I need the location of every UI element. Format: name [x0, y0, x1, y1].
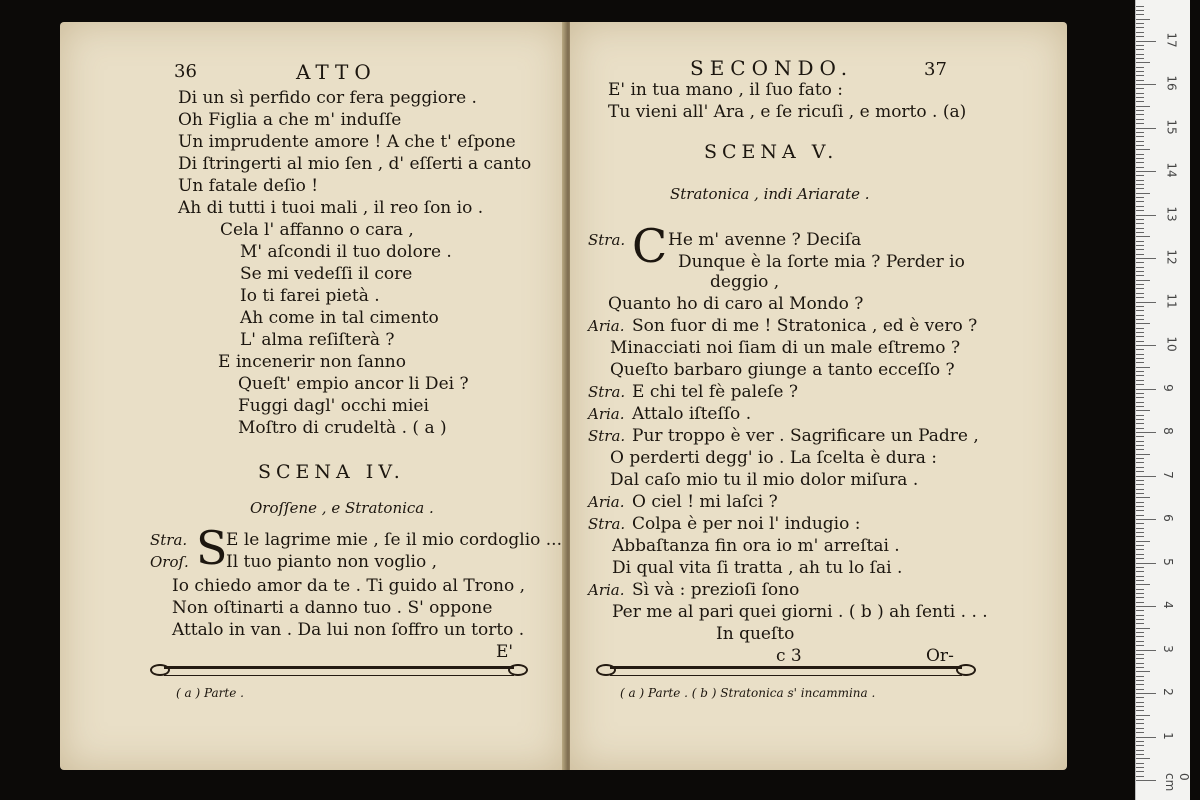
speaker: Oroſ.	[150, 553, 189, 571]
ruler-tick	[1136, 423, 1144, 424]
signature-mark: c 3	[776, 646, 802, 666]
ruler-tick	[1136, 750, 1144, 751]
ruler-tick	[1136, 641, 1144, 642]
aria-line: Fuggi dagl' occhi miei	[238, 396, 429, 416]
ruler-tick	[1136, 628, 1150, 629]
speaker: Stra.	[588, 383, 626, 401]
ruler-tick	[1136, 697, 1144, 698]
dialogue-line	[588, 580, 799, 600]
ruler-tick	[1136, 576, 1144, 577]
ruler-tick	[1136, 310, 1144, 311]
text-line: Un fatale deſio !	[178, 176, 319, 196]
ruler-tick	[1136, 201, 1144, 202]
ruler-tick	[1136, 254, 1144, 255]
ruler-tick	[1136, 689, 1144, 690]
ruler-tick	[1136, 180, 1144, 181]
ruler-tick	[1136, 210, 1144, 211]
ruler-tick	[1136, 528, 1144, 529]
ruler-tick	[1136, 406, 1144, 407]
ruler-tick	[1136, 493, 1144, 494]
ruler-number: 12	[1164, 249, 1179, 265]
ruler-tick	[1136, 715, 1150, 716]
ruler-tick	[1136, 667, 1144, 668]
ruler-tick	[1136, 249, 1144, 250]
ruler-tick	[1136, 706, 1144, 707]
ruler-tick	[1136, 236, 1150, 237]
ruler-tick	[1136, 449, 1144, 450]
ruler-tick	[1136, 323, 1150, 324]
speech: Attalo iſteſſo .	[632, 404, 752, 424]
ruler-tick	[1136, 315, 1144, 316]
ruler-tick	[1136, 145, 1144, 146]
ruler-tick	[1136, 262, 1144, 263]
ornamental-rule	[610, 666, 962, 676]
ruler-tick	[1136, 36, 1144, 37]
running-head: ATTO	[296, 60, 377, 84]
ruler-tick	[1136, 158, 1144, 159]
speaker: Aria.	[588, 581, 625, 599]
ruler-tick	[1136, 563, 1156, 564]
ruler-tick	[1136, 732, 1144, 733]
ruler-tick	[1136, 306, 1144, 307]
ruler-tick	[1136, 206, 1144, 207]
ruler-tick	[1136, 410, 1150, 411]
ruler-number: 15	[1164, 118, 1179, 135]
ruler-tick	[1136, 636, 1144, 637]
ruler-tick	[1136, 480, 1144, 481]
ruler-tick	[1136, 432, 1156, 433]
ruler-tick	[1136, 384, 1144, 385]
ruler-tick	[1136, 67, 1144, 68]
page-number: 36	[174, 61, 197, 82]
ruler-tick	[1136, 593, 1144, 594]
ruler-tick	[1136, 297, 1144, 298]
ruler-tick	[1136, 506, 1144, 507]
text-line: Un imprudente amore ! A che t' eſpone	[178, 132, 516, 152]
scene-persons: Stratonica , indi Ariarate .	[670, 185, 870, 203]
ruler-tick	[1136, 597, 1144, 598]
ruler-tick	[1136, 445, 1144, 446]
ruler-tick	[1136, 162, 1144, 163]
dialogue-line	[588, 426, 979, 446]
speaker: Aria.	[588, 493, 625, 511]
ruler-tick	[1136, 149, 1150, 150]
ruler-tick	[1136, 93, 1144, 94]
ruler-tick	[1136, 241, 1144, 242]
ruler-tick	[1136, 358, 1144, 359]
ruler-tick	[1136, 293, 1144, 294]
ruler-tick	[1136, 193, 1150, 194]
ruler-tick	[1136, 754, 1144, 755]
dialogue-line: Io chiedo amor da te . Ti guido al Trono ,	[172, 576, 526, 596]
ruler-tick	[1136, 132, 1144, 133]
ruler-tick	[1136, 745, 1144, 746]
ruler-tick	[1136, 545, 1144, 546]
ruler-tick	[1136, 684, 1144, 685]
ruler-tick	[1136, 441, 1144, 442]
ruler-tick	[1136, 128, 1156, 129]
ruler-tick	[1136, 362, 1144, 363]
ruler-tick	[1136, 280, 1150, 281]
ruler-tick	[1136, 397, 1144, 398]
ruler-number: 3	[1160, 644, 1175, 653]
page-number: 37	[924, 59, 947, 80]
dialogue-line: O perderti degg' io . La ſcelta è dura :	[610, 448, 938, 468]
ruler-tick	[1136, 58, 1144, 59]
ruler-tick	[1136, 510, 1144, 511]
ruler-tick	[1136, 663, 1144, 664]
ruler-tick	[1136, 332, 1144, 333]
aria-line: Queſt' empio ancor li Dei ?	[238, 374, 469, 394]
ruler-tick	[1136, 284, 1144, 285]
catchword: Or-	[926, 646, 954, 666]
ruler-number: 2	[1160, 688, 1175, 696]
ruler-tick	[1136, 693, 1156, 694]
ruler-tick	[1136, 23, 1144, 24]
ruler-tick	[1136, 114, 1144, 115]
ruler-tick	[1136, 106, 1150, 107]
ruler-tick	[1136, 484, 1144, 485]
ruler-tick	[1136, 645, 1144, 646]
ruler-tick	[1136, 402, 1144, 403]
ruler-tick	[1136, 502, 1144, 503]
ruler-number: 13	[1164, 205, 1179, 222]
ruler-tick	[1136, 723, 1144, 724]
ruler-tick	[1136, 454, 1150, 455]
ruler-tick	[1136, 184, 1144, 185]
ruler-tick	[1136, 302, 1156, 303]
dialogue-line	[150, 530, 562, 550]
ruler-tick	[1136, 458, 1144, 459]
ruler-tick	[1136, 141, 1144, 142]
speech: Il tuo pianto non voglio ,	[226, 552, 438, 572]
ruler-tick	[1136, 763, 1144, 764]
aria-line: Moſtro di crudeltà . ( a )	[238, 418, 447, 438]
ruler-tick	[1136, 62, 1150, 63]
ruler-tick	[1136, 728, 1144, 729]
ruler-tick	[1136, 623, 1144, 624]
ruler-tick	[1136, 767, 1144, 768]
ruler-tick	[1136, 41, 1156, 42]
ruler-number: 11	[1164, 292, 1179, 309]
ruler-tick	[1136, 532, 1144, 533]
ruler-tick	[1136, 702, 1144, 703]
right-page	[570, 22, 1067, 770]
aria-line: Se mi vedeſſi il core	[240, 264, 413, 284]
ruler-tick	[1136, 580, 1144, 581]
ruler-tick	[1136, 345, 1156, 346]
ruler-tick	[1136, 336, 1144, 337]
ruler-tick	[1136, 80, 1144, 81]
ruler-tick	[1136, 14, 1144, 15]
ruler-tick	[1136, 97, 1144, 98]
ruler-tick	[1136, 519, 1156, 520]
ruler-tick	[1136, 215, 1156, 216]
ruler-tick	[1136, 462, 1144, 463]
ruler-tick	[1136, 476, 1156, 477]
footnote: ( a ) Parte .	[176, 686, 244, 700]
ruler-tick	[1136, 367, 1150, 368]
ruler-number: 14	[1164, 162, 1179, 178]
ruler-tick	[1136, 606, 1156, 607]
dialogue-line: Dal caſo mio tu il mio dolor miſura .	[610, 470, 919, 490]
ruler-tick	[1136, 32, 1144, 33]
ruler-tick	[1136, 554, 1144, 555]
ruler-tick	[1136, 671, 1150, 672]
footnote: ( a ) Parte . ( b ) Stratonica s' incammina .	[620, 686, 876, 700]
aria-line: M' aſcondi il tuo dolore .	[240, 242, 452, 262]
ruler-tick	[1136, 27, 1144, 28]
ruler-tick	[1136, 497, 1150, 498]
dialogue-line	[588, 404, 751, 424]
ruler-number: 10	[1164, 336, 1179, 352]
ruler-tick	[1136, 171, 1156, 172]
ruler-tick	[1136, 136, 1144, 137]
speech: Colpa è per noi l' indugio :	[632, 514, 861, 534]
text-line: Di un sì perfido cor fera peggiore .	[178, 88, 477, 108]
speech: E chi tel fè paleſe ?	[632, 382, 798, 402]
dialogue-line: Dunque è la ſorte mia ? Perder io	[678, 252, 965, 272]
ruler-tick	[1136, 119, 1144, 120]
ruler-tick	[1136, 615, 1144, 616]
ruler-tick	[1136, 567, 1144, 568]
ruler-number: 8	[1160, 427, 1175, 435]
ruler-tick	[1136, 84, 1156, 85]
ruler-tick	[1136, 741, 1144, 742]
dialogue-line: Per me al pari quei giorni . ( b ) ah ſenti . . .	[612, 602, 988, 622]
dialogue-line	[588, 492, 778, 512]
ruler-tick	[1136, 541, 1150, 542]
ruler-tick	[1136, 523, 1144, 524]
ruler-tick	[1136, 415, 1144, 416]
ruler-tick	[1136, 197, 1144, 198]
ruler-tick	[1136, 737, 1156, 738]
ruler-tick	[1136, 354, 1144, 355]
ruler-tick	[1136, 571, 1144, 572]
ruler-tick	[1136, 536, 1144, 537]
ruler-tick	[1136, 389, 1156, 390]
ruler-tick	[1136, 436, 1144, 437]
text-line: E' in tua mano , il ſuo fato :	[608, 80, 844, 100]
dialogue-line: deggio ,	[710, 272, 780, 292]
ruler-tick	[1136, 154, 1144, 155]
ruler-tick	[1136, 267, 1144, 268]
speaker: Aria.	[588, 317, 625, 335]
ruler-number: 4	[1160, 601, 1175, 609]
speech: E le lagrime mie , ſe il mio cordoglio ...	[226, 530, 562, 550]
ruler-number: 9	[1160, 383, 1175, 392]
ruler-tick	[1136, 175, 1144, 176]
ruler-tick	[1136, 75, 1144, 76]
text-line: Di ſtringerti al mio ſen , d' eſſerti a canto	[178, 154, 532, 174]
ruler-tick	[1136, 371, 1144, 372]
ruler-tick	[1136, 188, 1144, 189]
speaker: Aria.	[588, 405, 625, 423]
dialogue-line: Di qual vita ſi tratta , ah tu lo ſai .	[612, 558, 903, 578]
dialogue-line: Abbaſtanza fin ora io m' arreſtai .	[612, 536, 900, 556]
ruler-tick	[1136, 10, 1144, 11]
ruler-tick	[1136, 584, 1150, 585]
ruler-tick	[1136, 515, 1144, 516]
ruler-tick	[1136, 288, 1144, 289]
ruler-tick	[1136, 258, 1156, 259]
ruler-tick	[1136, 223, 1144, 224]
ruler-tick	[1136, 428, 1144, 429]
ruler-tick	[1136, 771, 1144, 772]
aria-line: L' alma reſiſterà ?	[240, 330, 395, 350]
dialogue-line: Attalo in van . Da lui non ſoffro un torto .	[172, 620, 525, 640]
drop-cap: C	[632, 219, 668, 273]
dialogue-line: Queſto barbaro giunge a tanto ecceſſo ?	[610, 360, 955, 380]
ruler-tick	[1136, 776, 1144, 777]
aria-line: Io ti farei pietà .	[240, 286, 380, 306]
ruler-tick	[1136, 123, 1144, 124]
ruler-tick	[1136, 110, 1144, 111]
dialogue-line	[588, 316, 977, 336]
ruler-tick	[1136, 589, 1144, 590]
ruler-tick	[1136, 271, 1144, 272]
ruler-tick	[1136, 558, 1144, 559]
ruler-tick	[1136, 619, 1144, 620]
ruler-tick	[1136, 610, 1144, 611]
left-page	[60, 22, 565, 770]
measurement-ruler	[1135, 0, 1190, 800]
ruler-tick	[1136, 6, 1144, 7]
dialogue-line: In queſto	[716, 624, 795, 644]
dialogue-line: Quanto ho di caro al Mondo ?	[608, 294, 864, 314]
aria-line: E incenerir non ſanno	[218, 352, 406, 372]
ruler-tick	[1136, 393, 1144, 394]
speech: O ciel ! mi laſci ?	[632, 492, 778, 512]
ruler-tick	[1136, 632, 1144, 633]
drop-cap: S	[196, 521, 228, 575]
text-line: Ah di tutti i tuoi mali , il reo ſon io .	[178, 198, 484, 218]
scene-persons: Oroſſene , e Stratonica .	[250, 499, 434, 517]
ruler-number: 5	[1160, 557, 1175, 566]
ruler-tick	[1136, 719, 1144, 720]
dialogue-line	[588, 382, 798, 402]
ruler-tick	[1136, 654, 1144, 655]
ornamental-rule	[164, 666, 514, 676]
ruler-tick	[1136, 375, 1144, 376]
ruler-tick	[1136, 232, 1144, 233]
ruler-tick	[1136, 650, 1156, 651]
speaker: Stra.	[588, 427, 626, 445]
ruler-number: 7	[1160, 470, 1175, 479]
ruler-tick	[1136, 219, 1144, 220]
speech: Pur troppo è ver . Sagrificare un Padre ,	[632, 426, 979, 446]
ruler-tick	[1136, 319, 1144, 320]
ruler-number: 1	[1160, 731, 1175, 740]
ruler-number: 17	[1164, 31, 1179, 48]
ruler-tick	[1136, 710, 1144, 711]
scene-title: SCENA IV.	[258, 461, 405, 483]
dialogue-line	[588, 230, 861, 250]
ruler-tick	[1136, 780, 1156, 781]
ruler-number: 6	[1160, 514, 1175, 522]
ruler-tick	[1136, 467, 1144, 468]
ruler-number: 16	[1164, 75, 1179, 91]
ruler-tick	[1136, 167, 1144, 168]
text-line: Oh Figlia a che m' induſſe	[178, 110, 402, 130]
dialogue-line	[588, 514, 860, 534]
ruler-tick	[1136, 54, 1144, 55]
ruler-tick	[1136, 328, 1144, 329]
ruler-number: 0 cm	[1163, 773, 1191, 792]
catchword: E'	[496, 642, 514, 662]
ruler-tick	[1136, 341, 1144, 342]
ruler-tick	[1136, 275, 1144, 276]
ruler-tick	[1136, 71, 1144, 72]
running-head: SECONDO.	[690, 56, 854, 80]
ruler-tick	[1136, 658, 1144, 659]
ruler-tick	[1136, 680, 1144, 681]
ruler-tick	[1136, 88, 1144, 89]
ruler-tick	[1136, 49, 1144, 50]
text-line: Tu vieni all' Ara , e ſe ricuſi , e morto . (a)	[608, 102, 967, 122]
speaker: Stra.	[588, 231, 626, 249]
aria-line: Cela l' affanno o cara ,	[220, 220, 414, 240]
dialogue-line	[150, 552, 437, 572]
ruler-tick	[1136, 489, 1144, 490]
speech: He m' avenne ? Deciſa	[668, 230, 862, 250]
ruler-tick	[1136, 349, 1144, 350]
ruler-tick	[1136, 602, 1144, 603]
aria-line: Ah come in tal cimento	[240, 308, 439, 328]
dialogue-line: Non oſtinarti a danno tuo . S' oppone	[172, 598, 493, 618]
ruler-tick	[1136, 19, 1150, 20]
ruler-tick	[1136, 676, 1144, 677]
ruler-tick	[1136, 228, 1144, 229]
speaker: Stra.	[150, 531, 188, 549]
speech: Sì và : prezioſi ſono	[632, 580, 800, 600]
ruler-tick	[1136, 101, 1144, 102]
ruler-tick	[1136, 471, 1144, 472]
ruler-tick	[1136, 549, 1144, 550]
ruler-tick	[1136, 380, 1144, 381]
ruler-tick	[1136, 419, 1144, 420]
ruler-tick	[1136, 45, 1144, 46]
scene-title: SCENA V.	[704, 141, 839, 163]
speech: Son fuor di me ! Stratonica , ed è vero ?	[632, 316, 978, 336]
speaker: Stra.	[588, 515, 626, 533]
ruler-tick	[1136, 245, 1144, 246]
dialogue-line: Minacciati noi ſiam di un male eſtremo ?	[610, 338, 961, 358]
ruler-tick	[1136, 758, 1150, 759]
